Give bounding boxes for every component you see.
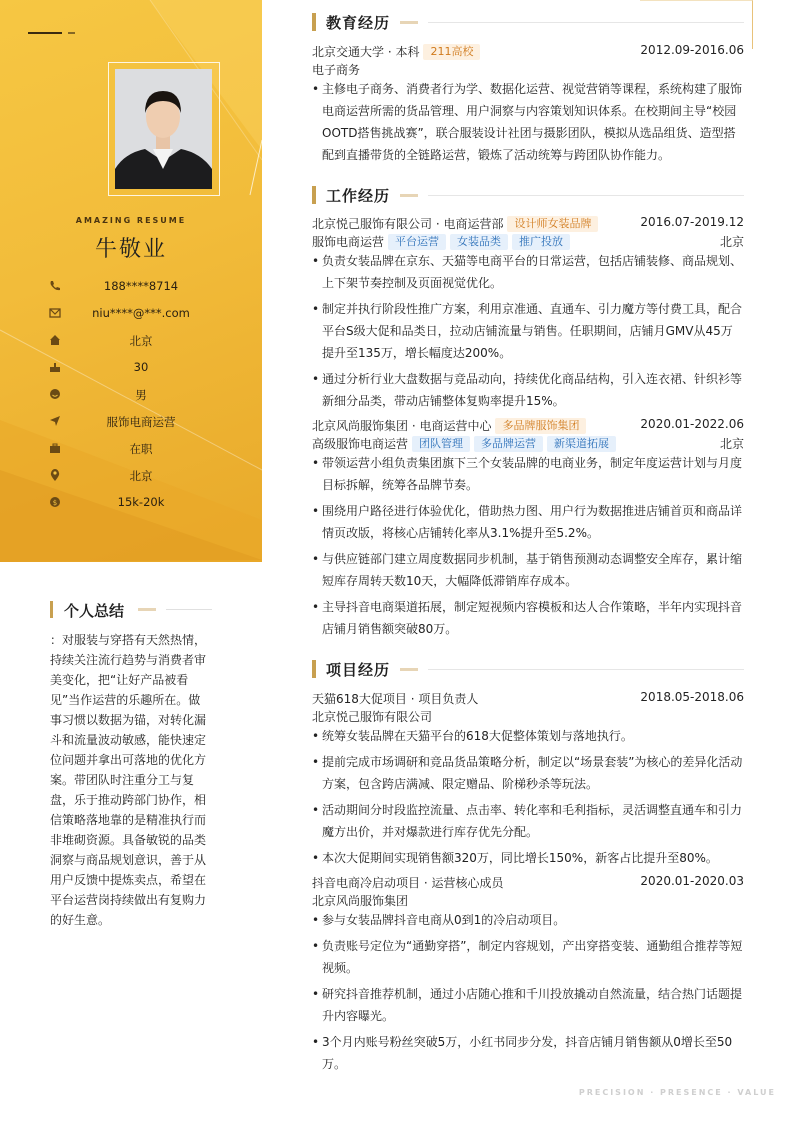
email-value: niu****@***.com xyxy=(92,306,190,320)
projects-section-header xyxy=(312,659,744,679)
job-2-company: 北京风尚服饰集团 · 电商运营中心 xyxy=(312,419,492,433)
svg-text:$: $ xyxy=(52,499,58,507)
work-section-header xyxy=(312,185,744,205)
salary-value: 15k-20k xyxy=(117,495,165,509)
education-title: 教育经历 xyxy=(326,14,391,32)
money-icon xyxy=(48,495,62,509)
avatar xyxy=(115,69,212,189)
project-2-date: 2020.01-2020.03 xyxy=(640,874,744,888)
send-icon xyxy=(48,414,62,428)
major: 电子商务 xyxy=(312,63,361,77)
school-tag: 211高校 xyxy=(423,44,480,60)
resume-tagline: AMAZING RESUME xyxy=(75,216,187,225)
info-position xyxy=(48,413,238,431)
job-2-role-row xyxy=(312,434,744,452)
location-pin-icon xyxy=(48,468,62,482)
mail-icon xyxy=(48,306,62,320)
job-1-role-row xyxy=(312,232,744,250)
summary-accent-bar xyxy=(50,601,53,618)
education-section-header xyxy=(312,12,744,32)
residence-value: 北京 xyxy=(129,334,153,348)
home-icon xyxy=(48,333,62,347)
info-gender xyxy=(48,386,238,404)
summary-text: ：对服装与穿搭有天然热情，持续关注流行趋势与消费者审美变化，把“让好产品被看见”当作运营的乐趣所在。做事习惯以数据为锚，对转化漏斗和流量波动敏感，能快速定位问题并拿出可落地的优化方案。带团队时注重分工与复盘，乐于推动跨部门协作，相信策略落地靠的是精准执行而非堆砌资源。具备敏锐的品类洞察与商品规划意识，善于从用户反馈中提炼卖点，希望在平台运营岗持续做出有复购力的好生意。 xyxy=(50,633,207,927)
job-1-skill-tag: 平台运营 xyxy=(388,234,446,250)
work-title: 工作经历 xyxy=(326,187,391,205)
status-value: 在职 xyxy=(129,442,153,456)
job-1-tag: 设计师女装品牌 xyxy=(507,216,598,232)
job-2-tag: 多品牌服饰集团 xyxy=(495,418,586,434)
education-row xyxy=(312,42,744,60)
sidebar xyxy=(0,0,262,562)
summary-title: 个人总结 xyxy=(64,602,125,620)
job-2-skill-tag: 团队管理 xyxy=(412,436,470,452)
briefcase-icon xyxy=(48,441,62,455)
job-2-skill-tag: 新渠道拓展 xyxy=(547,436,616,452)
position-value: 服饰电商运营 xyxy=(106,415,176,429)
project-1-header xyxy=(312,689,744,707)
age-value: 30 xyxy=(133,360,149,374)
job-2-skill-tag: 多品牌运营 xyxy=(474,436,543,452)
job-1-skill-tag: 推广投放 xyxy=(512,234,570,250)
footer-tagline: PRECISION · PRESENCE · VALUE xyxy=(578,1088,776,1097)
info-salary xyxy=(48,494,238,512)
job-2-date: 2020.01-2022.06 xyxy=(640,417,744,431)
project-1-org-row xyxy=(312,707,744,725)
project-1-date: 2018.05-2018.06 xyxy=(640,690,744,704)
location-value: 北京 xyxy=(129,469,153,483)
info-age xyxy=(48,359,238,377)
job-2-city: 北京 xyxy=(719,437,744,451)
info-email xyxy=(48,305,238,323)
smile-icon xyxy=(48,387,62,401)
project-2-org: 北京风尚服饰集团 xyxy=(312,894,409,908)
summary-title-line xyxy=(166,609,212,610)
candidate-name: 牛敬业 xyxy=(94,237,167,262)
job-1-city: 北京 xyxy=(719,235,744,249)
info-location xyxy=(48,467,238,485)
job-1-skill-tag: 女装品类 xyxy=(450,234,508,250)
projects-title: 项目经历 xyxy=(326,661,391,679)
major-row xyxy=(312,60,744,78)
job-2-role: 高级服饰电商运营 xyxy=(312,437,409,451)
info-phone xyxy=(48,278,238,296)
gender-value: 男 xyxy=(135,388,147,402)
project-1-name: 天猫618大促项目 · 项目负责人 xyxy=(312,692,479,706)
phone-value: 188****8714 xyxy=(103,279,179,293)
cake-icon xyxy=(48,360,62,374)
info-status xyxy=(48,440,238,458)
job-1-company: 北京悦己服饰有限公司 · 电商运营部 xyxy=(312,217,504,231)
phone-icon xyxy=(48,279,62,293)
summary-title-dash xyxy=(138,608,156,611)
job-2-header xyxy=(312,416,744,434)
project-2-header xyxy=(312,873,744,891)
job-1-date: 2016.07-2019.12 xyxy=(640,215,744,229)
job-1-header xyxy=(312,214,744,232)
project-1-org: 北京悦己服饰有限公司 xyxy=(312,710,433,724)
project-2-name: 抖音电商冷启动项目 · 运营核心成员 xyxy=(312,876,504,890)
project-2-org-row xyxy=(312,891,744,909)
school-name: 北京交通大学 · 本科 xyxy=(312,45,420,59)
education-date: 2012.09-2016.06 xyxy=(640,43,744,57)
job-1-role: 服饰电商运营 xyxy=(312,235,385,249)
info-residence xyxy=(48,332,238,350)
